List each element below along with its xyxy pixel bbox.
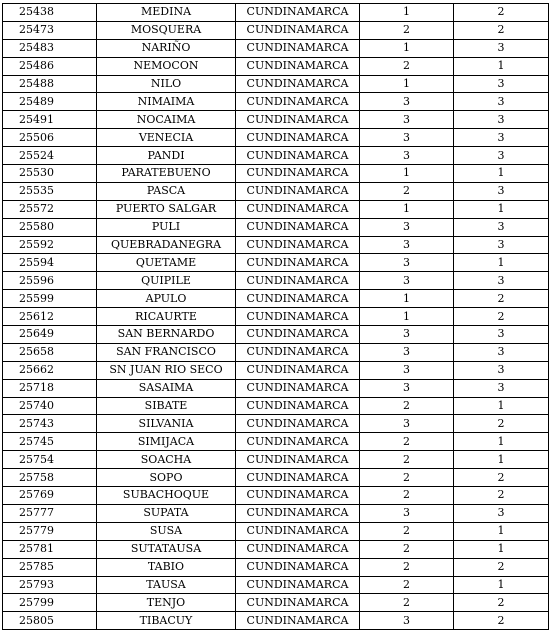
value-a-cell: 3	[360, 147, 454, 165]
table-row	[3, 236, 549, 254]
value-b-cell: 2	[454, 308, 549, 326]
departamento-cell: CUNDINAMARCA	[236, 612, 360, 630]
value-b-cell: 3	[454, 218, 549, 236]
departamento-cell: CUNDINAMARCA	[236, 111, 360, 129]
value-b-cell: 2	[454, 558, 549, 576]
value-b-cell: 3	[454, 147, 549, 165]
value-b-cell: 2	[454, 415, 549, 433]
value-b-cell: 3	[454, 272, 549, 290]
value-a-cell: 1	[360, 200, 454, 218]
code-cell: 25740	[3, 397, 97, 415]
departamento-cell: CUNDINAMARCA	[236, 129, 360, 147]
table-row	[3, 612, 549, 630]
code-cell: 25491	[3, 111, 97, 129]
value-b-cell: 3	[454, 379, 549, 397]
code-cell: 25718	[3, 379, 97, 397]
value-a-cell: 2	[360, 397, 454, 415]
departamento-cell: CUNDINAMARCA	[236, 254, 360, 272]
table-row	[3, 57, 549, 75]
code-cell: 25779	[3, 522, 97, 540]
departamento-cell: CUNDINAMARCA	[236, 558, 360, 576]
departamento-cell: CUNDINAMARCA	[236, 290, 360, 308]
code-cell: 25535	[3, 182, 97, 200]
table-row	[3, 290, 549, 308]
value-a-cell: 2	[360, 182, 454, 200]
value-a-cell: 2	[360, 469, 454, 487]
value-b-cell: 2	[454, 4, 549, 22]
value-b-cell: 3	[454, 236, 549, 254]
departamento-cell: CUNDINAMARCA	[236, 433, 360, 451]
table-row	[3, 200, 549, 218]
municipio-cell: PARATEBUENO	[97, 165, 236, 183]
municipio-cell: PULI	[97, 218, 236, 236]
value-a-cell: 1	[360, 4, 454, 22]
code-cell: 25580	[3, 218, 97, 236]
municipio-cell: SAN BERNARDO	[97, 326, 236, 344]
table-row	[3, 326, 549, 344]
municipio-cell: TENJO	[97, 594, 236, 612]
departamento-cell: CUNDINAMARCA	[236, 93, 360, 111]
value-b-cell: 2	[454, 612, 549, 630]
value-a-cell: 2	[360, 576, 454, 594]
code-cell: 25743	[3, 415, 97, 433]
departamento-cell: CUNDINAMARCA	[236, 272, 360, 290]
departamento-cell: CUNDINAMARCA	[236, 57, 360, 75]
value-a-cell: 3	[360, 236, 454, 254]
code-cell: 25438	[3, 4, 97, 22]
code-cell: 25745	[3, 433, 97, 451]
departamento-cell: CUNDINAMARCA	[236, 21, 360, 39]
municipio-cell: QUEBRADANEGRA	[97, 236, 236, 254]
departamento-cell: CUNDINAMARCA	[236, 361, 360, 379]
value-b-cell: 2	[454, 487, 549, 505]
code-cell: 25592	[3, 236, 97, 254]
value-a-cell: 3	[360, 343, 454, 361]
value-b-cell: 1	[454, 451, 549, 469]
value-a-cell: 1	[360, 39, 454, 57]
municipio-cell: PUERTO SALGAR	[97, 200, 236, 218]
code-cell: 25486	[3, 57, 97, 75]
table-row	[3, 4, 549, 22]
value-b-cell: 1	[454, 522, 549, 540]
table-row	[3, 343, 549, 361]
value-a-cell: 2	[360, 21, 454, 39]
departamento-cell: CUNDINAMARCA	[236, 147, 360, 165]
code-cell: 25758	[3, 469, 97, 487]
value-b-cell: 1	[454, 165, 549, 183]
departamento-cell: CUNDINAMARCA	[236, 326, 360, 344]
table-row	[3, 21, 549, 39]
value-a-cell: 3	[360, 361, 454, 379]
value-a-cell: 3	[360, 254, 454, 272]
municipio-cell: PASCA	[97, 182, 236, 200]
departamento-cell: CUNDINAMARCA	[236, 343, 360, 361]
municipio-cell: SASAIMA	[97, 379, 236, 397]
value-b-cell: 3	[454, 326, 549, 344]
departamento-cell: CUNDINAMARCA	[236, 218, 360, 236]
municipio-cell: TABIO	[97, 558, 236, 576]
departamento-cell: CUNDINAMARCA	[236, 397, 360, 415]
value-a-cell: 3	[360, 612, 454, 630]
table-row	[3, 165, 549, 183]
code-cell: 25488	[3, 75, 97, 93]
value-b-cell: 3	[454, 39, 549, 57]
value-b-cell: 1	[454, 576, 549, 594]
value-b-cell: 1	[454, 433, 549, 451]
departamento-cell: CUNDINAMARCA	[236, 379, 360, 397]
departamento-cell: CUNDINAMARCA	[236, 469, 360, 487]
table-row	[3, 487, 549, 505]
value-a-cell: 3	[360, 326, 454, 344]
table-row	[3, 75, 549, 93]
value-a-cell: 3	[360, 218, 454, 236]
municipio-cell: NILO	[97, 75, 236, 93]
code-cell: 25777	[3, 504, 97, 522]
municipality-table-body	[3, 4, 549, 630]
municipio-cell: SIMIJACA	[97, 433, 236, 451]
value-a-cell: 2	[360, 433, 454, 451]
value-a-cell: 2	[360, 487, 454, 505]
value-b-cell: 2	[454, 21, 549, 39]
table-row	[3, 469, 549, 487]
municipio-cell: NEMOCON	[97, 57, 236, 75]
departamento-cell: CUNDINAMARCA	[236, 75, 360, 93]
table-row	[3, 558, 549, 576]
municipio-cell: SUPATA	[97, 504, 236, 522]
code-cell: 25658	[3, 343, 97, 361]
value-b-cell: 3	[454, 504, 549, 522]
value-b-cell: 1	[454, 397, 549, 415]
table-row	[3, 361, 549, 379]
code-cell: 25781	[3, 540, 97, 558]
municipio-cell: SN JUAN RIO SECO	[97, 361, 236, 379]
value-a-cell: 2	[360, 451, 454, 469]
value-a-cell: 1	[360, 165, 454, 183]
municipio-cell: SUSA	[97, 522, 236, 540]
code-cell: 25594	[3, 254, 97, 272]
code-cell: 25596	[3, 272, 97, 290]
code-cell: 25754	[3, 451, 97, 469]
municipio-cell: NOCAIMA	[97, 111, 236, 129]
value-b-cell: 1	[454, 254, 549, 272]
municipio-cell: SUBACHOQUE	[97, 487, 236, 505]
value-a-cell: 2	[360, 540, 454, 558]
departamento-cell: CUNDINAMARCA	[236, 4, 360, 22]
departamento-cell: CUNDINAMARCA	[236, 182, 360, 200]
code-cell: 25805	[3, 612, 97, 630]
municipality-table	[2, 3, 549, 630]
code-cell: 25599	[3, 290, 97, 308]
municipio-cell: TAUSA	[97, 576, 236, 594]
code-cell: 25662	[3, 361, 97, 379]
value-a-cell: 2	[360, 522, 454, 540]
departamento-cell: CUNDINAMARCA	[236, 522, 360, 540]
municipio-cell: SOPO	[97, 469, 236, 487]
value-b-cell: 3	[454, 93, 549, 111]
value-b-cell: 3	[454, 343, 549, 361]
municipio-cell: SOACHA	[97, 451, 236, 469]
municipio-cell: SUTATAUSA	[97, 540, 236, 558]
value-b-cell: 2	[454, 290, 549, 308]
departamento-cell: CUNDINAMARCA	[236, 415, 360, 433]
municipio-cell: APULO	[97, 290, 236, 308]
table-row	[3, 397, 549, 415]
value-b-cell: 2	[454, 469, 549, 487]
table-row	[3, 93, 549, 111]
value-b-cell: 1	[454, 540, 549, 558]
departamento-cell: CUNDINAMARCA	[236, 165, 360, 183]
code-cell: 25483	[3, 39, 97, 57]
value-b-cell: 3	[454, 361, 549, 379]
municipio-cell: SIBATE	[97, 397, 236, 415]
municipio-cell: SILVANIA	[97, 415, 236, 433]
value-a-cell: 3	[360, 111, 454, 129]
departamento-cell: CUNDINAMARCA	[236, 540, 360, 558]
code-cell: 25473	[3, 21, 97, 39]
value-a-cell: 2	[360, 594, 454, 612]
code-cell: 25785	[3, 558, 97, 576]
value-b-cell: 3	[454, 129, 549, 147]
departamento-cell: CUNDINAMARCA	[236, 236, 360, 254]
table-row	[3, 433, 549, 451]
municipio-cell: VENECIA	[97, 129, 236, 147]
value-b-cell: 3	[454, 111, 549, 129]
code-cell: 25612	[3, 308, 97, 326]
value-a-cell: 3	[360, 129, 454, 147]
municipio-cell: NARIÑO	[97, 39, 236, 57]
value-a-cell: 3	[360, 504, 454, 522]
municipio-cell: QUETAME	[97, 254, 236, 272]
value-a-cell: 3	[360, 272, 454, 290]
departamento-cell: CUNDINAMARCA	[236, 504, 360, 522]
table-row	[3, 379, 549, 397]
value-a-cell: 1	[360, 308, 454, 326]
value-a-cell: 3	[360, 379, 454, 397]
value-a-cell: 1	[360, 290, 454, 308]
municipio-cell: NIMAIMA	[97, 93, 236, 111]
code-cell: 25572	[3, 200, 97, 218]
value-b-cell: 1	[454, 57, 549, 75]
value-a-cell: 3	[360, 415, 454, 433]
table-row	[3, 594, 549, 612]
value-b-cell: 2	[454, 594, 549, 612]
table-row	[3, 129, 549, 147]
value-a-cell: 3	[360, 93, 454, 111]
value-a-cell: 2	[360, 558, 454, 576]
table-row	[3, 254, 549, 272]
municipio-cell: MEDINA	[97, 4, 236, 22]
table-row	[3, 272, 549, 290]
table-row	[3, 540, 549, 558]
code-cell: 25506	[3, 129, 97, 147]
municipio-cell: SAN FRANCISCO	[97, 343, 236, 361]
table-row	[3, 182, 549, 200]
municipio-cell: PANDI	[97, 147, 236, 165]
table-row	[3, 308, 549, 326]
value-b-cell: 3	[454, 75, 549, 93]
code-cell: 25799	[3, 594, 97, 612]
value-a-cell: 1	[360, 75, 454, 93]
table-row	[3, 576, 549, 594]
municipio-cell: MOSQUERA	[97, 21, 236, 39]
departamento-cell: CUNDINAMARCA	[236, 594, 360, 612]
table-row	[3, 111, 549, 129]
municipio-cell: TIBACUY	[97, 612, 236, 630]
table-row	[3, 39, 549, 57]
departamento-cell: CUNDINAMARCA	[236, 39, 360, 57]
table-row	[3, 147, 549, 165]
code-cell: 25530	[3, 165, 97, 183]
code-cell: 25524	[3, 147, 97, 165]
departamento-cell: CUNDINAMARCA	[236, 200, 360, 218]
departamento-cell: CUNDINAMARCA	[236, 308, 360, 326]
table-row	[3, 415, 549, 433]
municipio-cell: QUIPILE	[97, 272, 236, 290]
value-b-cell: 3	[454, 182, 549, 200]
table-row	[3, 504, 549, 522]
code-cell: 25769	[3, 487, 97, 505]
departamento-cell: CUNDINAMARCA	[236, 487, 360, 505]
departamento-cell: CUNDINAMARCA	[236, 451, 360, 469]
table-row	[3, 522, 549, 540]
code-cell: 25793	[3, 576, 97, 594]
departamento-cell: CUNDINAMARCA	[236, 576, 360, 594]
value-a-cell: 2	[360, 57, 454, 75]
code-cell: 25489	[3, 93, 97, 111]
table-row	[3, 451, 549, 469]
municipio-cell: RICAURTE	[97, 308, 236, 326]
code-cell: 25649	[3, 326, 97, 344]
value-b-cell: 1	[454, 200, 549, 218]
table-row	[3, 218, 549, 236]
